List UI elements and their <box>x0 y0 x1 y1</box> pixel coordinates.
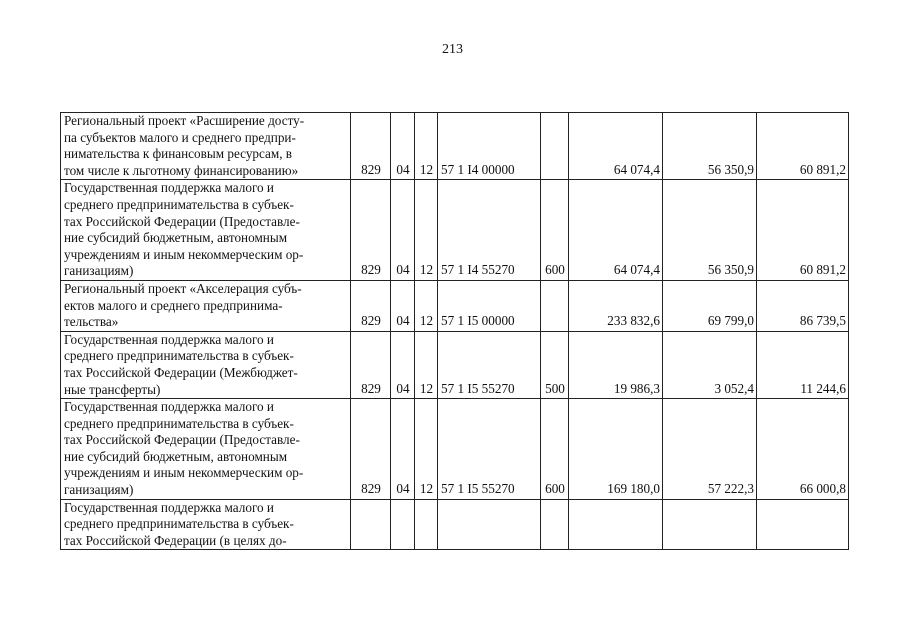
item-name-line: учреждениям и иным некоммерческим ор- <box>64 246 304 262</box>
target-article-cell: 57 1 I4 00000 <box>438 113 541 180</box>
item-name-line: тах Российской Федерации (Межбюджет- <box>64 364 298 380</box>
subsection-code-cell <box>415 499 438 550</box>
section-code-cell: 04 <box>391 280 415 331</box>
subsection-code-cell: 12 <box>415 280 438 331</box>
ministry-code-cell: 829 <box>351 399 391 500</box>
item-name-line: учреждениям и иным некоммерческим ор- <box>64 465 304 481</box>
table-body <box>61 113 849 550</box>
expense-type-cell: 500 <box>541 331 569 398</box>
amount-year1-cell: 169 180,0 <box>569 399 663 500</box>
amount-year1-cell: 64 074,4 <box>569 113 663 180</box>
item-name-line: Государственная поддержка малого и <box>64 331 274 347</box>
expense-type-cell: 600 <box>541 180 569 281</box>
table-row <box>61 113 849 180</box>
target-article-cell: 57 1 I5 55270 <box>438 331 541 398</box>
item-name-line: тах Российской Федерации (в целях до- <box>64 532 287 548</box>
table-row <box>61 280 849 331</box>
item-name-line: па субъектов малого и среднего предпри- <box>64 129 296 145</box>
target-article-cell <box>438 499 541 550</box>
item-name-line: Региональный проект «Расширение досту- <box>64 113 305 128</box>
item-name-line: Государственная поддержка малого и <box>64 180 274 196</box>
subsection-code-cell: 12 <box>415 113 438 180</box>
item-name-line: тах Российской Федерации (Предоставле- <box>64 213 300 229</box>
amount-year3-cell: 60 891,2 <box>757 113 849 180</box>
item-name-line: ние субсидий бюджетным, автономным <box>64 448 288 464</box>
item-name-line: среднего предпринимательства в субъек- <box>64 415 294 431</box>
section-code-cell: 04 <box>391 113 415 180</box>
expense-type-cell <box>541 499 569 550</box>
ministry-code-cell: 829 <box>351 113 391 180</box>
item-name-line: ние субсидий бюджетным, автономным <box>64 230 288 246</box>
item-name-cell <box>61 499 351 550</box>
table-row <box>61 399 849 500</box>
item-name-line: Региональный проект «Акселерация субъ- <box>64 280 302 296</box>
target-article-cell: 57 1 I5 00000 <box>438 280 541 331</box>
item-name-line: среднего предпринимательства в субъек- <box>64 348 294 364</box>
amount-year3-cell: 86 739,5 <box>757 280 849 331</box>
amount-year3-cell: 66 000,8 <box>757 399 849 500</box>
subsection-code-cell: 12 <box>415 180 438 281</box>
section-code-cell <box>391 499 415 550</box>
amount-year2-cell: 57 222,3 <box>663 399 757 500</box>
ministry-code-cell <box>351 499 391 550</box>
item-name-line: ектов малого и среднего предпринима- <box>64 297 283 313</box>
amount-year2-cell: 56 350,9 <box>663 180 757 281</box>
item-name-cell <box>61 113 351 180</box>
item-name-cell <box>61 180 351 281</box>
item-name-line: ные трансферты) <box>64 381 161 397</box>
expense-type-cell: 600 <box>541 399 569 500</box>
item-name-line: среднего предпринимательства в субъек- <box>64 516 294 532</box>
table-row <box>61 180 849 281</box>
item-name-cell <box>61 280 351 331</box>
ministry-code-cell: 829 <box>351 331 391 398</box>
amount-year1-cell: 19 986,3 <box>569 331 663 398</box>
budget-table <box>60 112 849 550</box>
amount-year1-cell: 64 074,4 <box>569 180 663 281</box>
item-name-line: Государственная поддержка малого и <box>64 399 274 415</box>
amount-year1-cell <box>569 499 663 550</box>
section-code-cell: 04 <box>391 180 415 281</box>
amount-year2-cell <box>663 499 757 550</box>
item-name-line: среднего предпринимательства в субъек- <box>64 196 294 212</box>
item-name-line: ганизациям) <box>64 482 134 498</box>
expense-type-cell <box>541 113 569 180</box>
item-name-cell <box>61 399 351 500</box>
amount-year2-cell: 56 350,9 <box>663 113 757 180</box>
section-code-cell: 04 <box>391 399 415 500</box>
item-name-line: тельства» <box>64 314 119 330</box>
section-code-cell: 04 <box>391 331 415 398</box>
amount-year3-cell: 11 244,6 <box>757 331 849 398</box>
ministry-code-cell: 829 <box>351 280 391 331</box>
page-number: 213 <box>442 42 463 57</box>
item-name-line: том числе к льготному финансированию» <box>64 162 299 178</box>
item-name-line: ганизациям) <box>64 263 134 279</box>
subsection-code-cell: 12 <box>415 331 438 398</box>
item-name-cell <box>61 331 351 398</box>
item-name-line: тах Российской Федерации (Предоставле- <box>64 432 300 448</box>
table-row <box>61 331 849 398</box>
expense-type-cell <box>541 280 569 331</box>
item-name-line: Государственная поддержка малого и <box>64 499 274 515</box>
target-article-cell: 57 1 I5 55270 <box>438 399 541 500</box>
target-article-cell: 57 1 I4 55270 <box>438 180 541 281</box>
amount-year1-cell: 233 832,6 <box>569 280 663 331</box>
item-name-line: нимательства к финансовым ресурсам, в <box>64 146 293 162</box>
amount-year3-cell <box>757 499 849 550</box>
ministry-code-cell: 829 <box>351 180 391 281</box>
table-row <box>61 499 849 550</box>
amount-year3-cell: 60 891,2 <box>757 180 849 281</box>
amount-year2-cell: 69 799,0 <box>663 280 757 331</box>
amount-year2-cell: 3 052,4 <box>663 331 757 398</box>
subsection-code-cell: 12 <box>415 399 438 500</box>
